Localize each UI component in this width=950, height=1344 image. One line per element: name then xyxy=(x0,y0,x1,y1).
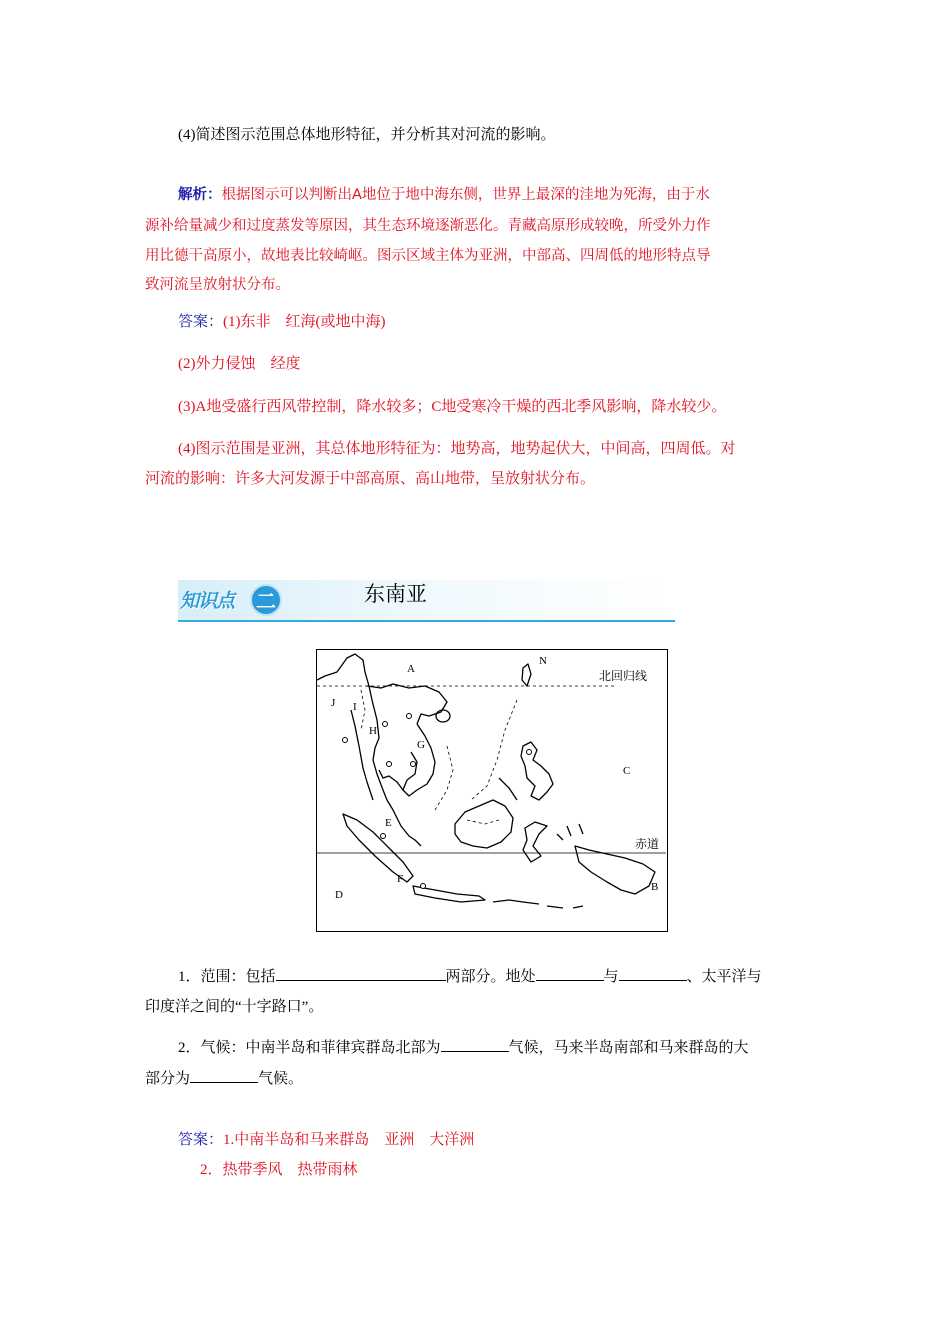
answer-label: 答案： xyxy=(178,314,224,330)
city-marker-4 xyxy=(387,762,392,767)
q1-text-a: 1．范围：包括 xyxy=(178,969,276,985)
map-label-b: B xyxy=(651,881,659,893)
answer2-line-1 xyxy=(178,1129,474,1151)
q1-blank-3[interactable] xyxy=(619,966,687,981)
island-palawan xyxy=(499,778,517,800)
section-title: 东南亚 xyxy=(364,582,427,606)
map-label-e: E xyxy=(385,817,392,829)
answer-line-1 xyxy=(178,311,386,333)
map-label-n: N xyxy=(539,655,547,667)
banner-rule xyxy=(178,620,675,622)
q2-text-c: 部分为 xyxy=(145,1071,191,1087)
map-label-j: J xyxy=(331,697,336,709)
boundary-myanmar xyxy=(361,690,365,730)
boundary-south-china-sea xyxy=(471,700,517,800)
q2-text-d: 气候。 xyxy=(258,1071,304,1087)
q1-text-d: 、太平洋与 xyxy=(686,969,762,985)
map-label-equator: 赤道 xyxy=(635,837,660,851)
answer-2: (2)外力侵蚀 经度 xyxy=(178,356,301,372)
city-marker-2 xyxy=(383,722,388,727)
islands-lesser-sunda xyxy=(493,900,583,908)
q1-blank-1[interactable] xyxy=(276,966,446,981)
map-label-c: C xyxy=(623,765,631,777)
answer-4-line-2: 河流的影响：许多大河发源于中部高原、高山地带，呈放射状分布。 xyxy=(145,471,596,487)
analysis-line-1 xyxy=(178,184,710,206)
island-sulawesi xyxy=(523,822,547,862)
answer-1: (1)东非 红海(或地中海) xyxy=(223,314,386,330)
islands-philippines xyxy=(521,742,553,800)
section-banner xyxy=(178,580,675,625)
question-1-line-1 xyxy=(178,966,762,988)
map-label-f: F xyxy=(397,873,404,885)
city-marker-7 xyxy=(421,884,426,889)
map-label-h: H xyxy=(369,725,377,737)
city-marker-1 xyxy=(343,738,348,743)
answer2-1: 1.中南半岛和马来群岛 亚洲 大洋洲 xyxy=(223,1132,475,1148)
analysis-line-2: 源补给量减少和过度蒸发等原因，其生态环境逐渐恶化。青藏高原形成较晚，所受外力作 xyxy=(145,218,711,234)
map-label-d: D xyxy=(335,889,343,901)
map-label-tropic: 北回归线 xyxy=(599,669,648,683)
coastline-gulf-thailand xyxy=(379,770,403,790)
island-taiwan xyxy=(522,664,531,686)
banner-badge: 知识点 xyxy=(180,590,235,612)
coastline-indochina-inner xyxy=(351,710,373,800)
map-label-g: G xyxy=(417,739,425,751)
map-svg xyxy=(317,650,666,930)
answer2-label: 答案： xyxy=(178,1132,224,1148)
island-hainan xyxy=(436,710,450,722)
q2-blank-1[interactable] xyxy=(441,1037,509,1052)
analysis-text-1: 根据图示可以判断出A地位于地中海东侧，世界上最深的洼地为死海，由于水 xyxy=(221,187,710,203)
q1-text-b: 两部分。地处 xyxy=(445,969,536,985)
question-2-line-2 xyxy=(145,1068,303,1090)
analysis-line-3: 用比德干高原小，故地表比较崎岖。图示区域主体为亚洲，中部高、四周低的地形特点导 xyxy=(145,248,711,264)
q1-blank-2[interactable] xyxy=(536,966,604,981)
map-label-a: A xyxy=(407,663,415,675)
city-marker-8 xyxy=(527,750,532,755)
island-sumatra xyxy=(343,814,413,882)
southeast-asia-map xyxy=(316,649,668,932)
analysis-line-4: 致河流呈放射状分布。 xyxy=(145,277,290,293)
question-1-line-2: 印度洋之间的“十字路口”。 xyxy=(145,999,324,1015)
city-marker-3 xyxy=(407,714,412,719)
q2-text-a: 2．气候：中南半岛和菲律宾群岛北部为 xyxy=(178,1040,441,1056)
boundary-borneo xyxy=(467,820,499,824)
city-marker-5 xyxy=(411,762,416,767)
islands-moluccas xyxy=(557,824,583,840)
coastline-indochina-west xyxy=(317,654,421,846)
q2-blank-2[interactable] xyxy=(190,1068,258,1083)
q1-text-c: 与 xyxy=(603,969,619,985)
answer-4-line-1: (4)图示范围是亚洲，其总体地形特征为：地势高，地势起伏大，中间高，四周低。对 xyxy=(178,441,736,457)
banner-number-badge: 二 xyxy=(250,584,282,616)
analysis-label: 解析： xyxy=(178,187,222,203)
q2-text-b: 气候，马来半岛南部和马来群岛的大 xyxy=(508,1040,749,1056)
coastline-vietnam xyxy=(403,724,435,796)
boundary-inner xyxy=(435,746,453,810)
city-marker-6 xyxy=(381,834,386,839)
answer-3: (3)A地受盛行西风带控制，降水较多；C地受寒冷干燥的西北季风影响，降水较少。 xyxy=(178,399,727,415)
map-label-i: I xyxy=(353,701,357,713)
island-borneo xyxy=(455,800,513,848)
question-4: (4)简述图示范围总体地形特征，并分析其对河流的影响。 xyxy=(178,127,556,143)
question-2-line-1 xyxy=(178,1037,749,1059)
answer2-2: 2．热带季风 热带雨林 xyxy=(200,1162,358,1178)
